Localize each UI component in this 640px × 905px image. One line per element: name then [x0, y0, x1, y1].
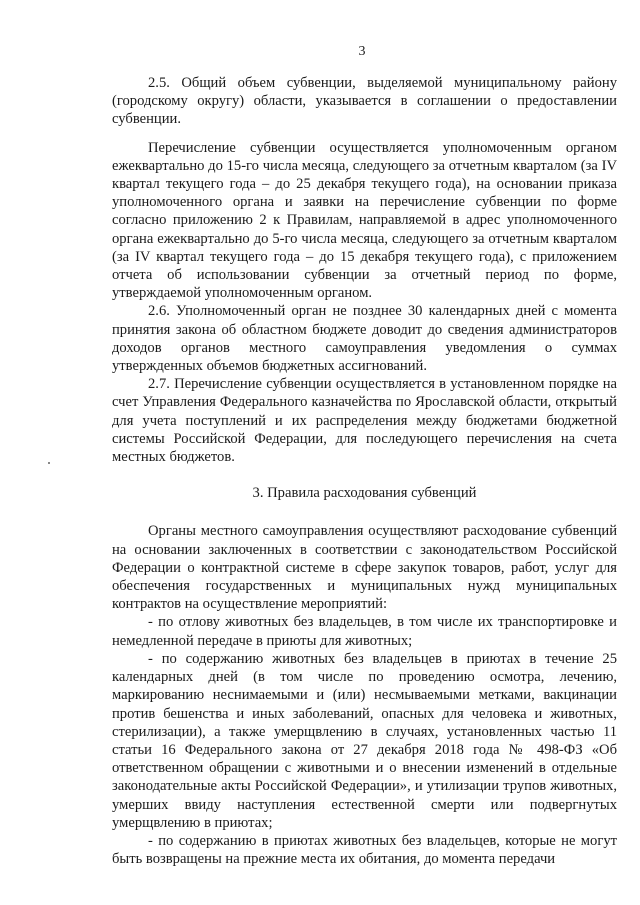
- paragraph-2-5: 2.5. Общий объем субвенции, выделяемой муниципальному району (городскому округу) области, указывается в соглашении о предоставлении субвенции.: [112, 75, 617, 128]
- page-number: 3: [358, 44, 366, 59]
- scan-speck: [48, 462, 50, 464]
- paragraph-expenditure-intro: Органы местного самоуправления осуществляют расходование субвенций на основании заключенных в соответствии с законодательством Российской Федерации о контрактной системе в сфере закупок товаров, работ, услуг для обеспечения государственных и муниципальных нужд муниципальных контрактов на осуществление мероприятий:: [112, 523, 617, 613]
- document-body: [112, 74, 617, 868]
- paragraph-2-7: 2.7. Перечисление субвенции осуществляется в установленном порядке на счет Управления Федерального казначейства по Ярославской области, открытый для учета поступлений и их распределения между бюджетами бюджетной системы Российской Федерации, для последующего перечисления на счета местных бюджетов.: [112, 376, 617, 466]
- list-item-capture: - по отлову животных без владельцев, в том числе их транспортировке и немедленной передаче в приюты для животных;: [112, 614, 617, 649]
- section-heading: 3. Правила расходования субвенций: [252, 485, 477, 502]
- paragraph-transfer-schedule: Перечисление субвенции осуществляется уполномоченным органом ежеквартально до 15-го числа месяца, следующего за отчетным кварталом (за IV квартал текущего года – до 25 декабря текущего года), на основании приказа уполномоченного органа и заявки на перечисление субвенции по форме согласно приложению 2 к Правилам, направляемой в адрес уполномоченного органа ежеквартально до 5-го числа месяца, следующего за отчетным кварталом (за IV квартал текущего года – до 15 декабря текущего года), с приложением отчета об использовании субвенции за отчетный период по форме, утверждаемой уполномоченным органом.: [112, 139, 617, 302]
- list-item-shelter-upkeep: - по содержанию животных без владельцев в приютах в течение 25 календарных дней (в том числе по проведению осмотра, лечению, маркированию неснимаемыми и (или) несмываемыми метками, вакцинации против бешенства и иных заболеваний, опасных для человека и животных, стерилизации), а также умерщвлению в случаях, установленных частью 11 статьи 16 Федерального закона от 27 декабря 2018 года № 498-ФЗ «Об ответственном обращении с животными и о внесении изменений в отдельные законодательные акты Российской Федерации», и утилизации трупов животных, умерших ввиду наступления естественной смерти или подвергнутых умерщвлению в приютах;: [112, 650, 617, 831]
- paragraph-2-6: 2.6. Уполномоченный орган не позднее 30 календарных дней с момента принятия закона об областном бюджете доводит до сведения администраторов доходов органов местного самоуправления уведомления о суммах утвержденных объемов бюджетных ассигнований.: [112, 303, 617, 375]
- list-item-permanent-shelter: - по содержанию в приютах животных без владельцев, которые не могут быть возвращены на прежние места их обитания, до момента передачи: [112, 832, 617, 868]
